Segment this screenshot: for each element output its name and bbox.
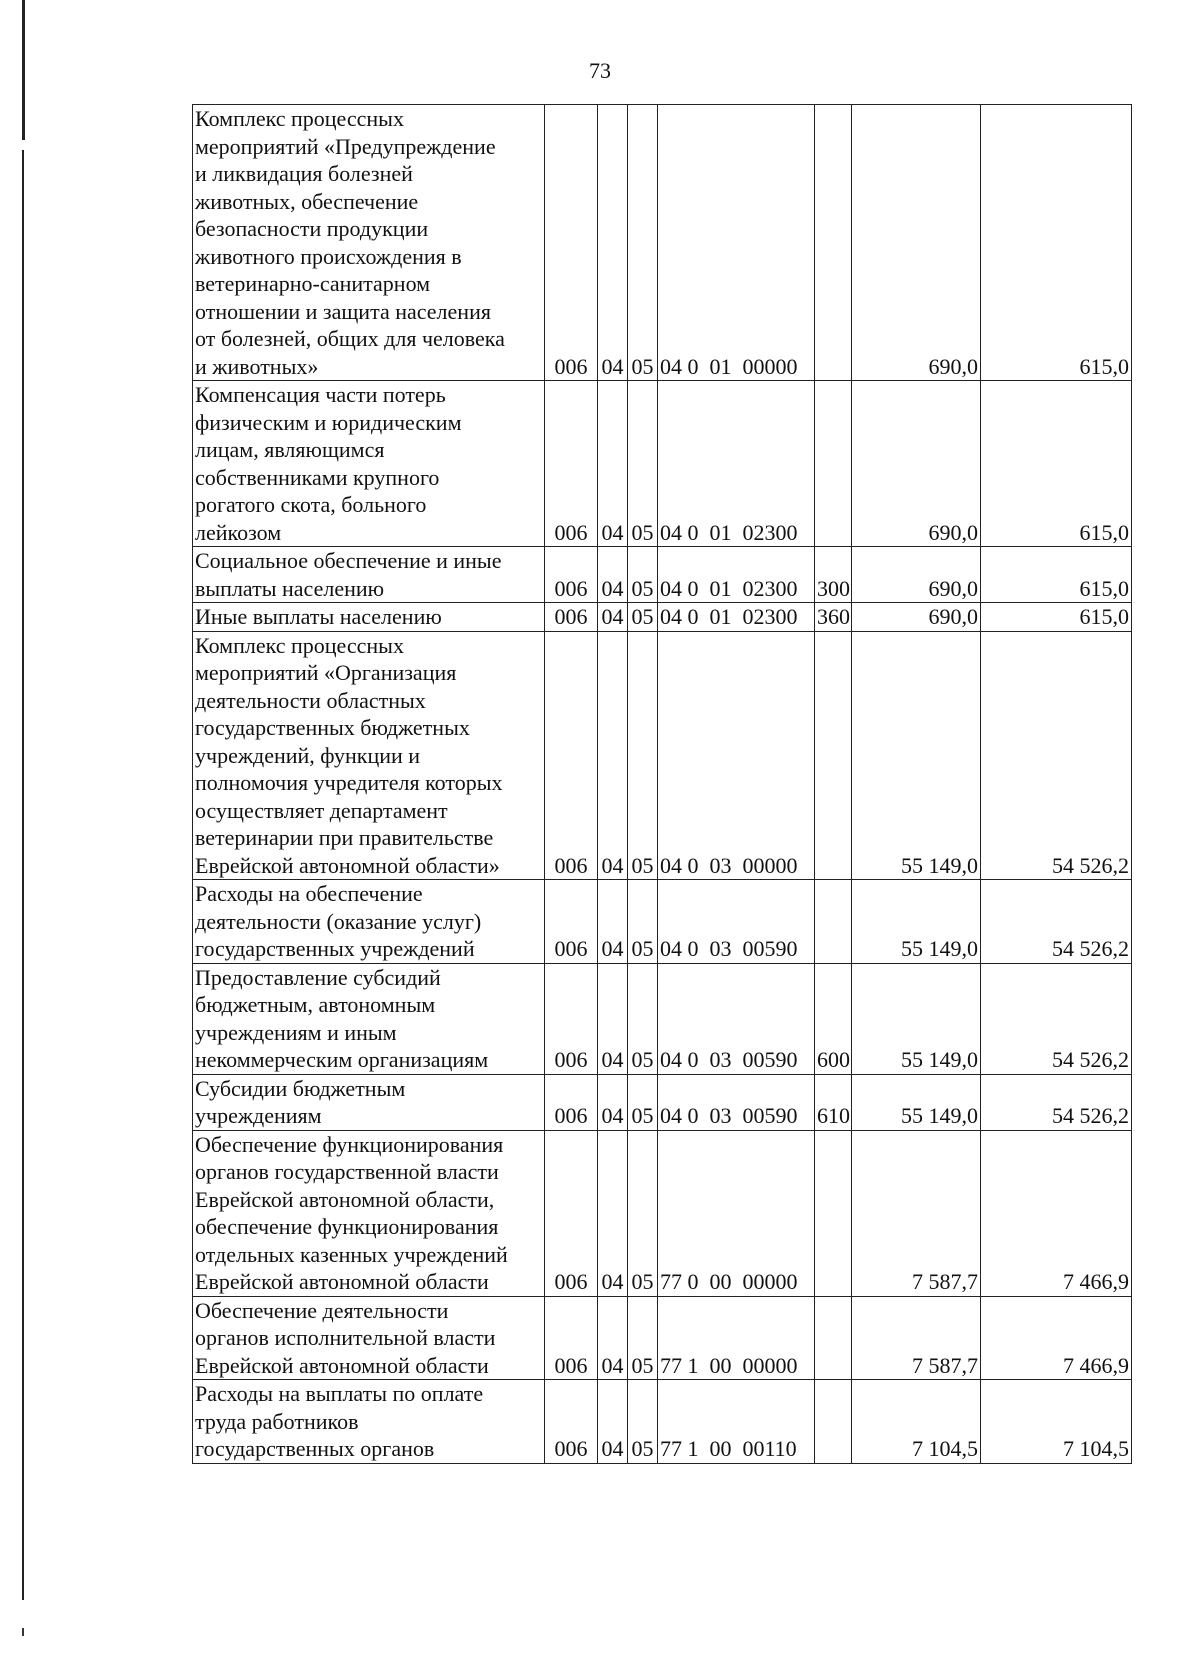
- subsection-code-text: 05: [631, 604, 654, 629]
- target-article-text: 04 0 01 02300: [660, 604, 798, 629]
- admin-code-cell: [545, 603, 598, 632]
- row-name-cell: [193, 381, 545, 547]
- amount-year2-cell: [981, 547, 1132, 603]
- row-name-text: Иные выплаты населению: [195, 604, 442, 629]
- admin-code-cell: [545, 963, 598, 1074]
- target-article-cell: [658, 1380, 815, 1464]
- expense-type-cell: [815, 1074, 852, 1130]
- target-article-cell: [658, 105, 815, 381]
- subsection-code-text: 05: [631, 519, 654, 545]
- target-article-text: 04 0 01 02300: [660, 519, 798, 545]
- amount-year1-cell: [852, 1130, 981, 1296]
- subsection-code-text: 05: [631, 1352, 654, 1378]
- expense-type-cell: [815, 105, 852, 381]
- admin-code-text: 006: [554, 353, 588, 379]
- admin-code-text: 006: [554, 852, 588, 878]
- amount-year1-text: 7 587,7: [912, 1352, 978, 1378]
- row-name-cell: [193, 631, 545, 880]
- admin-code-cell: [545, 547, 598, 603]
- section-code-cell: [598, 1130, 628, 1296]
- target-article-text: 77 1 00 00110: [660, 1436, 797, 1461]
- admin-code-cell: [545, 105, 598, 381]
- subsection-code-text: 05: [631, 936, 654, 961]
- amount-year2-cell: [981, 381, 1132, 547]
- table-row: [193, 547, 1132, 603]
- amount-year1-text: 7 587,7: [912, 1269, 978, 1294]
- target-article-cell: [658, 963, 815, 1074]
- admin-code-text: 006: [554, 1103, 588, 1128]
- amount-year1-cell: [852, 880, 981, 964]
- section-code-cell: [598, 105, 628, 381]
- amount-year2-cell: [981, 1380, 1132, 1464]
- section-code-cell: [598, 1074, 628, 1130]
- subsection-code-cell: [628, 381, 658, 547]
- table-row: [193, 1130, 1132, 1296]
- target-article-text: 77 0 00 00000: [660, 1269, 798, 1294]
- target-article-cell: [658, 381, 815, 547]
- subsection-code-cell: [628, 631, 658, 880]
- admin-code-cell: [545, 1130, 598, 1296]
- subsection-code-cell: [628, 1296, 658, 1380]
- subsection-code-text: 05: [631, 1103, 654, 1128]
- amount-year1-cell: [852, 631, 981, 880]
- target-article-text: 04 0 03 00590: [660, 1047, 798, 1072]
- admin-code-text: 006: [554, 604, 588, 629]
- subsection-code-cell: [628, 1130, 658, 1296]
- row-name-text: Компенсация части потерь физическим и юридическим лицам, являющимся собственниками крупного рогатого скота, больного лейкозом: [195, 382, 462, 545]
- amount-year1-text: 55 149,0: [901, 1103, 978, 1128]
- amount-year1-text: 690,0: [928, 519, 978, 545]
- expense-type-cell: [815, 963, 852, 1074]
- budget-table: [192, 104, 1132, 1464]
- table-row: [193, 631, 1132, 880]
- amount-year2-text: 7 466,9: [1063, 1352, 1129, 1378]
- admin-code-cell: [545, 631, 598, 880]
- row-name-text: Субсидии бюджетным учреждениям: [195, 1075, 406, 1128]
- section-code-text: 04: [601, 1269, 624, 1294]
- amount-year1-cell: [852, 381, 981, 547]
- row-name-cell: [193, 963, 545, 1074]
- section-code-text: 04: [601, 1103, 624, 1128]
- left-margin-line-lower: [22, 150, 24, 1600]
- section-code-cell: [598, 1380, 628, 1464]
- row-name-cell: [193, 603, 545, 632]
- target-article-text: 04 0 01 00000: [660, 353, 798, 379]
- expense-type-cell: [815, 880, 852, 964]
- amount-year2-cell: [981, 1130, 1132, 1296]
- section-code-text: 04: [601, 519, 624, 545]
- subsection-code-text: 05: [631, 1047, 654, 1072]
- amount-year1-cell: [852, 963, 981, 1074]
- expense-type-cell: [815, 1130, 852, 1296]
- row-name-cell: [193, 547, 545, 603]
- amount-year2-text: 615,0: [1079, 604, 1129, 629]
- amount-year1-text: 690,0: [928, 604, 978, 629]
- table-row: [193, 603, 1132, 632]
- amount-year2-text: 615,0: [1079, 353, 1129, 379]
- amount-year1-cell: [852, 1074, 981, 1130]
- row-name-text: Обеспечение функционирования органов государственной власти Еврейской автономной области, обеспечение функционирования отдельных казенных учреждений Еврейской автономной области: [195, 1131, 508, 1294]
- admin-code-cell: [545, 880, 598, 964]
- target-article-text: 77 1 00 00000: [660, 1352, 798, 1378]
- expense-type-cell: [815, 381, 852, 547]
- admin-code-text: 006: [554, 1436, 588, 1461]
- row-name-text: Комплекс процессных мероприятий «Организация деятельности областных государственных бюджетных учреждений, функции и полномочия учредителя которых осуществляет департамент ветеринарии при правительстве Еврейской автономной области»: [195, 632, 503, 878]
- subsection-code-text: 05: [631, 1436, 654, 1461]
- amount-year2-text: 615,0: [1079, 575, 1129, 601]
- subsection-code-cell: [628, 105, 658, 381]
- subsection-code-cell: [628, 603, 658, 632]
- section-code-text: 04: [601, 852, 624, 878]
- section-code-cell: [598, 963, 628, 1074]
- subsection-code-cell: [628, 1380, 658, 1464]
- target-article-cell: [658, 1074, 815, 1130]
- target-article-cell: [658, 1296, 815, 1380]
- row-name-text: Обеспечение деятельности органов исполнительной власти Еврейской автономной области: [195, 1297, 496, 1378]
- section-code-cell: [598, 1296, 628, 1380]
- admin-code-cell: [545, 1380, 598, 1464]
- amount-year2-cell: [981, 1074, 1132, 1130]
- amount-year1-cell: [852, 1380, 981, 1464]
- admin-code-text: 006: [554, 575, 588, 601]
- table-row: [193, 381, 1132, 547]
- admin-code-cell: [545, 381, 598, 547]
- amount-year1-cell: [852, 1296, 981, 1380]
- admin-code-text: 006: [554, 519, 588, 545]
- target-article-cell: [658, 1130, 815, 1296]
- section-code-cell: [598, 631, 628, 880]
- amount-year1-text: 55 149,0: [901, 936, 978, 961]
- amount-year2-cell: [981, 880, 1132, 964]
- amount-year2-text: 54 526,2: [1052, 852, 1129, 878]
- amount-year2-text: 7 466,9: [1063, 1269, 1129, 1294]
- amount-year2-cell: [981, 631, 1132, 880]
- section-code-text: 04: [601, 1352, 624, 1378]
- expense-type-text: 360: [817, 604, 850, 629]
- section-code-cell: [598, 547, 628, 603]
- admin-code-text: 006: [554, 1269, 588, 1294]
- subsection-code-cell: [628, 963, 658, 1074]
- row-name-text: Расходы на обеспечение деятельности (оказание услуг) государственных учреждений: [195, 881, 482, 961]
- amount-year1-text: 690,0: [928, 353, 978, 379]
- section-code-text: 04: [601, 936, 624, 961]
- expense-type-text: 600: [817, 1047, 850, 1072]
- amount-year2-cell: [981, 963, 1132, 1074]
- amount-year2-text: 7 104,5: [1063, 1436, 1129, 1461]
- left-margin-tick: [22, 1628, 24, 1636]
- table-row: [193, 1380, 1132, 1464]
- amount-year1-text: 55 149,0: [901, 1047, 978, 1072]
- admin-code-cell: [545, 1074, 598, 1130]
- section-code-cell: [598, 603, 628, 632]
- expense-type-cell: [815, 547, 852, 603]
- subsection-code-text: 05: [631, 575, 654, 601]
- amount-year2-text: 615,0: [1079, 519, 1129, 545]
- target-article-cell: [658, 631, 815, 880]
- admin-code-text: 006: [554, 1352, 588, 1378]
- expense-type-cell: [815, 603, 852, 632]
- admin-code-cell: [545, 1296, 598, 1380]
- subsection-code-cell: [628, 547, 658, 603]
- amount-year1-cell: [852, 547, 981, 603]
- row-name-cell: [193, 1074, 545, 1130]
- target-article-cell: [658, 880, 815, 964]
- amount-year2-text: 54 526,2: [1052, 1103, 1129, 1128]
- row-name-text: Комплекс процессных мероприятий «Предупреждение и ликвидация болезней животных, обеспечение безопасности продукции животного происхождения в ветеринарно-санитарном отношении и защита населения от болезней, общих для человека и животных»: [195, 106, 505, 379]
- amount-year1-cell: [852, 603, 981, 632]
- row-name-cell: [193, 1296, 545, 1380]
- subsection-code-text: 05: [631, 1269, 654, 1294]
- row-name-text: Расходы на выплаты по оплате труда работников государственных органов: [195, 1381, 484, 1461]
- target-article-text: 04 0 03 00590: [660, 936, 798, 961]
- row-name-cell: [193, 105, 545, 381]
- admin-code-text: 006: [554, 1047, 588, 1072]
- expense-type-cell: [815, 1296, 852, 1380]
- target-article-text: 04 0 01 02300: [660, 575, 798, 601]
- expense-type-text: 300: [817, 575, 850, 601]
- budget-table-body: [193, 105, 1132, 1464]
- admin-code-text: 006: [554, 936, 588, 961]
- target-article-text: 04 0 03 00000: [660, 852, 798, 878]
- row-name-cell: [193, 1380, 545, 1464]
- amount-year2-text: 54 526,2: [1052, 936, 1129, 961]
- subsection-code-text: 05: [631, 852, 654, 878]
- section-code-text: 04: [601, 353, 624, 379]
- row-name-cell: [193, 1130, 545, 1296]
- subsection-code-cell: [628, 880, 658, 964]
- target-article-cell: [658, 603, 815, 632]
- amount-year1-cell: [852, 105, 981, 381]
- amount-year1-text: 690,0: [928, 575, 978, 601]
- row-name-cell: [193, 880, 545, 964]
- amount-year2-cell: [981, 603, 1132, 632]
- subsection-code-cell: [628, 1074, 658, 1130]
- table-row: [193, 963, 1132, 1074]
- subsection-code-text: 05: [631, 353, 654, 379]
- row-name-text: Предоставление субсидий бюджетным, автономным учреждениям и иным некоммерческим организациям: [195, 964, 489, 1072]
- expense-type-cell: [815, 631, 852, 880]
- amount-year2-cell: [981, 105, 1132, 381]
- section-code-cell: [598, 381, 628, 547]
- section-code-text: 04: [601, 1436, 624, 1461]
- section-code-cell: [598, 880, 628, 964]
- page-number: 73: [589, 58, 611, 83]
- row-name-text: Социальное обеспечение и иные выплаты населению: [195, 548, 502, 601]
- amount-year1-text: 55 149,0: [901, 852, 978, 878]
- target-article-text: 04 0 03 00590: [660, 1103, 798, 1128]
- table-row: [193, 105, 1132, 381]
- amount-year2-text: 54 526,2: [1052, 1047, 1129, 1072]
- expense-type-text: 610: [817, 1103, 850, 1128]
- section-code-text: 04: [601, 1047, 624, 1072]
- table-row: [193, 1074, 1132, 1130]
- section-code-text: 04: [601, 575, 624, 601]
- table-row: [193, 880, 1132, 964]
- target-article-cell: [658, 547, 815, 603]
- table-row: [193, 1296, 1132, 1380]
- section-code-text: 04: [601, 604, 624, 629]
- amount-year2-cell: [981, 1296, 1132, 1380]
- expense-type-cell: [815, 1380, 852, 1464]
- amount-year1-text: 7 104,5: [912, 1436, 978, 1461]
